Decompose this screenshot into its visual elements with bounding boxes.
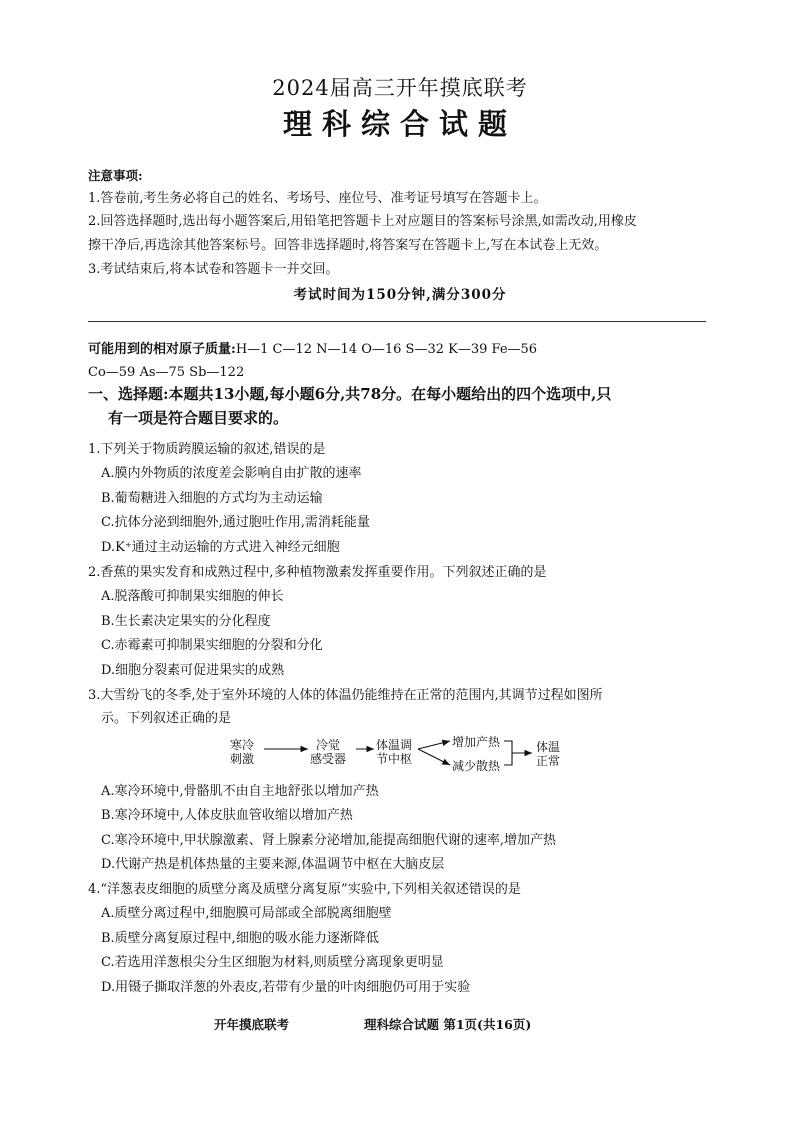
footer-exam-name: 开年摸底联考 bbox=[214, 1017, 290, 1032]
question-3-option-b: B.寒冷环境中,人体皮肤血管收缩以增加产热 bbox=[101, 808, 353, 823]
divider-line bbox=[88, 321, 706, 322]
exam-time-score: 考试时间为150分钟,满分300分 bbox=[293, 287, 507, 303]
question-3-option-c: C.寒冷环境中,甲状腺激素、肾上腺素分泌增加,能提高细胞代谢的速率,增加产热 bbox=[101, 833, 557, 848]
question-3-option-d: D.代谢产热是机体热量的主要来源,体温调节中枢在大脑皮层 bbox=[101, 857, 445, 872]
question-1-stem: 1.下列关于物质跨膜运输的叙述,错误的是 bbox=[88, 442, 326, 457]
merge-bracket bbox=[504, 741, 512, 765]
thermoregulation-flow-diagram bbox=[230, 735, 590, 785]
flow-node-reduce-heat-loss: 减少散热 bbox=[452, 759, 501, 773]
section-heading-line-1: 一、选择题:本题共13小题,每小题6分,共78分。在每小题给出的四个选项中,只 bbox=[88, 385, 612, 403]
question-3-stem-line-2: 示。下列叙述正确的是 bbox=[101, 711, 232, 726]
footer-page-info: 理科综合试题 第1页(共16页) bbox=[364, 1017, 532, 1032]
notes-heading: 注意事项: bbox=[88, 168, 143, 183]
note-item-2: 2.回答选择题时,选出每小题答案后,用铅笔把答题卡上对应题目的答案标号涂黑,如需改动,用橡皮 bbox=[88, 214, 637, 229]
question-2-option-c: C.赤霉素可抑制果实细胞的分裂和分化 bbox=[101, 638, 323, 653]
question-2-stem: 2.香蕉的果实发育和成熟过程中,多种植物激素发挥重要作用。下列叙述正确的是 bbox=[88, 565, 547, 580]
question-4-stem: 4.“洋葱表皮细胞的质壁分离及质壁分离复原”实验中,下列相关叙述错误的是 bbox=[88, 882, 521, 897]
question-3-option-a: A.寒冷环境中,骨骼肌不由自主地舒张以增加产热 bbox=[101, 784, 379, 799]
question-1-option-b: B.葡萄糖进入细胞的方式均为主动运输 bbox=[101, 491, 323, 506]
question-4-option-a: A.质壁分离过程中,细胞膜可局部或全部脱离细胞壁 bbox=[101, 906, 392, 921]
atomic-masses-label: 可能用到的相对原子质量: bbox=[88, 342, 236, 357]
atomic-masses-values-1: H—1 C—12 N—14 O—16 S—32 K—39 Fe—56 bbox=[235, 342, 538, 357]
question-2-option-b: B.生长素决定果实的分化程度 bbox=[101, 614, 271, 629]
section-heading-line-2: 有一项是符合题目要求的。 bbox=[108, 409, 289, 427]
flow-node-increase-heat: 增加产热 bbox=[452, 735, 501, 749]
exam-title: 2024届高三开年摸底联考 bbox=[272, 76, 528, 100]
question-2-option-d: D.细胞分裂素可促进果实的成熟 bbox=[101, 663, 285, 678]
question-4-option-d: D.用镊子撕取洋葱的外表皮,若带有少量的叶肉细胞仍可用于实验 bbox=[101, 980, 471, 995]
question-4-option-c: C.若选用洋葱根尖分生区细胞为材料,则质壁分离现象更明显 bbox=[101, 955, 444, 970]
note-item-3: 3.考试结束后,将本试卷和答题卡一并交回。 bbox=[88, 262, 339, 277]
arrow-3a bbox=[418, 741, 450, 749]
question-2-option-a: A.脱落酸可抑制果实细胞的伸长 bbox=[101, 589, 284, 604]
atomic-masses-line-1 bbox=[88, 343, 537, 356]
question-1-option-a: A.膜内外物质的浓度差会影响自由扩散的速率 bbox=[101, 466, 362, 481]
flow-node-thermoregulation-center: 体温调 节中枢 bbox=[376, 738, 413, 766]
flow-node-cold-stimulus: 寒冷 刺激 bbox=[230, 738, 255, 766]
question-3-stem-line-1: 3.大雪纷飞的冬季,处于室外环境的人体的体温仍能维持在正常的范围内,其调节过程如图所 bbox=[88, 688, 603, 703]
atomic-masses-line-2: Co—59 As—75 Sb—122 bbox=[88, 365, 245, 380]
arrow-3b bbox=[418, 749, 450, 765]
flow-node-cold-receptor: 冷觉 感受器 bbox=[310, 738, 347, 766]
question-1-option-c: C.抗体分泌到细胞外,通过胞吐作用,需消耗能量 bbox=[101, 515, 370, 530]
note-item-1: 1.答卷前,考生务必将自己的姓名、考场号、座位号、准考证号填写在答题卡上。 bbox=[88, 191, 547, 206]
note-item-2-continued: 擦干净后,再选涂其他答案标号。回答非选择题时,将答案写在答题卡上,写在本试卷上无效。 bbox=[88, 238, 608, 253]
question-1-option-d: D.K⁺通过主动运输的方式进入神经元细胞 bbox=[101, 540, 340, 555]
flow-node-normal-temperature: 体温 正常 bbox=[536, 740, 561, 768]
exam-subject-title: 理科综合试题 bbox=[282, 107, 517, 141]
question-4-option-b: B.质壁分离复原过程中,细胞的吸水能力逐渐降低 bbox=[101, 931, 379, 946]
